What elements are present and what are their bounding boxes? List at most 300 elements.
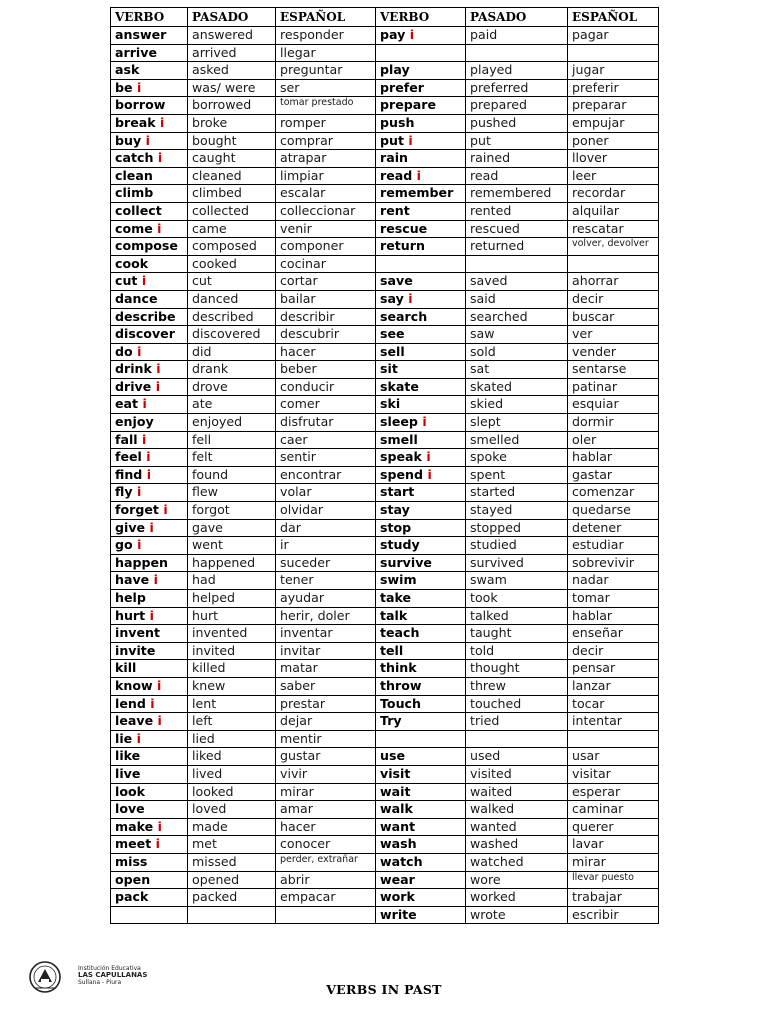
irregular-mark: i xyxy=(163,502,168,518)
past-cell-right xyxy=(466,695,568,713)
spanish-cell-right xyxy=(568,572,659,590)
past-text: smelled xyxy=(470,431,520,447)
spanish-cell-right xyxy=(568,554,659,572)
spanish-text: amar xyxy=(280,801,313,817)
irregular-mark: i xyxy=(422,414,427,430)
irregular-mark: i xyxy=(149,519,154,535)
past-text: broke xyxy=(192,114,228,130)
table-row xyxy=(111,378,659,396)
verb-cell-left xyxy=(111,290,188,308)
spanish-text: encontrar xyxy=(280,466,342,482)
spanish-text: jugar xyxy=(572,62,605,78)
past-cell-right xyxy=(466,519,568,537)
past-text: waited xyxy=(470,783,513,799)
past-text: saved xyxy=(470,273,508,289)
verb-text: rent xyxy=(380,202,410,218)
verb-cell-right xyxy=(376,572,466,590)
spanish-text: dejar xyxy=(280,713,313,729)
school-line-1: Institución Educativa xyxy=(78,965,141,972)
spanish-cell-right xyxy=(568,818,659,836)
verb-text: be xyxy=(115,79,133,95)
verb-cell-right xyxy=(376,27,466,45)
table-row xyxy=(111,537,659,555)
irregular-mark: i xyxy=(155,378,161,394)
past-text: invented xyxy=(192,625,248,641)
past-cell-right xyxy=(466,765,568,783)
past-text: remembered xyxy=(470,185,552,201)
verb-cell-left xyxy=(111,220,188,238)
spanish-text: usar xyxy=(572,748,600,764)
spanish-text: nadar xyxy=(572,572,609,588)
spanish-text: llevar puesto xyxy=(572,871,634,883)
spanish-text: leer xyxy=(572,167,597,183)
verb-text: lend xyxy=(115,695,146,711)
verb-text: know xyxy=(115,677,153,693)
verb-text: wear xyxy=(380,871,415,887)
verb-cell-right xyxy=(376,361,466,379)
spanish-cell-right xyxy=(568,114,659,132)
table-row xyxy=(111,660,659,678)
past-text: made xyxy=(192,818,228,834)
past-text: sold xyxy=(470,343,496,359)
verb-text: drive xyxy=(115,378,152,394)
spanish-text: comprar xyxy=(280,132,333,148)
past-cell-right xyxy=(466,220,568,238)
spanish-cell-left xyxy=(276,677,376,695)
spanish-text: gastar xyxy=(572,466,613,482)
verb-cell-right xyxy=(376,97,466,115)
past-cell-left xyxy=(188,554,276,572)
spanish-cell-right xyxy=(568,290,659,308)
spanish-text: beber xyxy=(280,361,317,377)
verb-cell-left xyxy=(111,27,188,45)
verb-text: prefer xyxy=(380,79,424,95)
past-cell-left xyxy=(188,62,276,80)
past-cell-right xyxy=(466,554,568,572)
verb-text: compose xyxy=(115,238,178,254)
verb-text: give xyxy=(115,519,146,535)
table-row xyxy=(111,79,659,97)
spanish-cell-left xyxy=(276,326,376,344)
past-cell-left xyxy=(188,273,276,291)
spanish-text: buscar xyxy=(572,308,615,324)
verb-cell-left xyxy=(111,871,188,889)
irregular-mark: i xyxy=(153,572,158,588)
table-row xyxy=(111,414,659,432)
verb-text: play xyxy=(380,62,410,78)
past-cell-right xyxy=(466,677,568,695)
verb-text: pack xyxy=(115,889,149,905)
past-cell-left xyxy=(188,27,276,45)
verb-cell-left xyxy=(111,449,188,467)
spanish-text: ver xyxy=(572,326,593,342)
school-line-3: Sullana - Piura xyxy=(78,979,122,986)
past-cell-right xyxy=(466,801,568,819)
verb-cell-left xyxy=(111,255,188,273)
spanish-text: sobrevivir xyxy=(572,554,634,570)
verb-text: prepare xyxy=(380,97,437,113)
past-text: spoke xyxy=(470,449,507,465)
table-row xyxy=(111,167,659,185)
verb-text: live xyxy=(115,765,141,781)
spanish-text: caminar xyxy=(572,801,624,817)
verb-text: search xyxy=(380,308,428,324)
verb-cell-right xyxy=(376,185,466,203)
table-body xyxy=(111,27,659,924)
table-row xyxy=(111,220,659,238)
past-cell-left xyxy=(188,431,276,449)
past-cell-left xyxy=(188,906,276,924)
table-row xyxy=(111,132,659,150)
irregular-mark: i xyxy=(145,132,150,148)
spanish-cell-left xyxy=(276,466,376,484)
spanish-text: tocar xyxy=(572,695,605,711)
spanish-text: preparar xyxy=(572,97,627,113)
verb-cell-right xyxy=(376,150,466,168)
past-cell-left xyxy=(188,642,276,660)
spanish-text: sentarse xyxy=(572,361,627,377)
verb-cell-left xyxy=(111,677,188,695)
past-text: borrowed xyxy=(192,97,252,113)
past-cell-right xyxy=(466,818,568,836)
spanish-text: romper xyxy=(280,114,326,130)
past-cell-left xyxy=(188,853,276,871)
verb-cell-left xyxy=(111,625,188,643)
spanish-cell-left xyxy=(276,871,376,889)
past-cell-right xyxy=(466,466,568,484)
verb-cell-left xyxy=(111,783,188,801)
verb-text: love xyxy=(115,801,145,817)
past-cell-right xyxy=(466,44,568,62)
spanish-text: mirar xyxy=(280,783,314,799)
verb-text: rescue xyxy=(380,220,428,236)
verb-cell-left xyxy=(111,748,188,766)
spanish-cell-left xyxy=(276,801,376,819)
verb-text: come xyxy=(115,220,153,236)
verb-cell-right xyxy=(376,695,466,713)
verb-cell-right xyxy=(376,660,466,678)
verb-cell-right xyxy=(376,414,466,432)
past-cell-left xyxy=(188,361,276,379)
spanish-text: recordar xyxy=(572,185,626,201)
past-text: returned xyxy=(470,238,525,254)
verb-text: wait xyxy=(380,783,411,799)
past-text: found xyxy=(192,466,229,482)
table-row xyxy=(111,836,659,854)
past-text: tried xyxy=(470,713,500,729)
past-text: talked xyxy=(470,607,509,623)
past-cell-left xyxy=(188,97,276,115)
verb-cell-right xyxy=(376,132,466,150)
past-cell-right xyxy=(466,502,568,520)
spanish-cell-left xyxy=(276,607,376,625)
spanish-text: mirar xyxy=(572,853,606,869)
verb-cell-right xyxy=(376,783,466,801)
verb-text: answer xyxy=(115,27,167,42)
spanish-cell-right xyxy=(568,625,659,643)
spanish-cell-right xyxy=(568,642,659,660)
past-cell-left xyxy=(188,238,276,256)
past-text: stopped xyxy=(470,519,521,535)
past-text: wore xyxy=(470,871,501,887)
verb-text: arrive xyxy=(115,44,157,60)
verb-text: sit xyxy=(380,361,398,377)
past-cell-right xyxy=(466,202,568,220)
verb-text: work xyxy=(380,889,415,905)
spanish-text: hablar xyxy=(572,449,613,465)
verb-cell-right xyxy=(376,62,466,80)
past-cell-left xyxy=(188,343,276,361)
spanish-text: llegar xyxy=(280,44,316,60)
irregular-mark: i xyxy=(142,431,147,447)
spanish-cell-right xyxy=(568,308,659,326)
past-cell-left xyxy=(188,765,276,783)
verb-cell-left xyxy=(111,167,188,185)
table-row xyxy=(111,818,659,836)
spanish-text: gustar xyxy=(280,748,321,764)
table-row xyxy=(111,695,659,713)
past-cell-left xyxy=(188,871,276,889)
spanish-cell-right xyxy=(568,449,659,467)
spanish-cell-right xyxy=(568,343,659,361)
spanish-cell-left xyxy=(276,238,376,256)
spanish-cell-right xyxy=(568,132,659,150)
past-cell-left xyxy=(188,783,276,801)
past-text: lied xyxy=(192,730,215,746)
header-espanol-left: ESPAÑOL xyxy=(276,8,376,27)
spanish-cell-right xyxy=(568,431,659,449)
past-text: answered xyxy=(192,27,253,42)
spanish-cell-left xyxy=(276,836,376,854)
past-text: felt xyxy=(192,449,213,465)
past-cell-left xyxy=(188,290,276,308)
past-cell-right xyxy=(466,449,568,467)
verb-cell-left xyxy=(111,713,188,731)
verb-cell-right xyxy=(376,502,466,520)
past-text: knew xyxy=(192,677,226,693)
table-row xyxy=(111,607,659,625)
past-cell-right xyxy=(466,273,568,291)
past-cell-left xyxy=(188,695,276,713)
spanish-text: herir, doler xyxy=(280,607,350,623)
spanish-cell-left xyxy=(276,202,376,220)
past-cell-left xyxy=(188,572,276,590)
table-row xyxy=(111,255,659,273)
past-text: left xyxy=(192,713,213,729)
table-row xyxy=(111,114,659,132)
past-cell-left xyxy=(188,660,276,678)
header-pasado-right: PASADO xyxy=(466,8,568,27)
spanish-cell-right xyxy=(568,220,659,238)
past-cell-left xyxy=(188,466,276,484)
verb-cell-left xyxy=(111,396,188,414)
verb-text: survive xyxy=(380,554,432,570)
past-text: hurt xyxy=(192,607,219,623)
verb-cell-right xyxy=(376,255,466,273)
verb-text: buy xyxy=(115,132,142,148)
verb-cell-right xyxy=(376,537,466,555)
past-text: danced xyxy=(192,290,239,306)
spanish-cell-left xyxy=(276,642,376,660)
spanish-text: sentir xyxy=(280,449,316,465)
past-text: missed xyxy=(192,853,237,869)
spanish-text: intentar xyxy=(572,713,622,729)
spanish-cell-left xyxy=(276,625,376,643)
spanish-cell-left xyxy=(276,396,376,414)
spanish-text: abrir xyxy=(280,871,310,887)
past-text: forgot xyxy=(192,502,230,518)
verb-cell-right xyxy=(376,642,466,660)
irregular-mark: i xyxy=(156,361,161,377)
spanish-text: patinar xyxy=(572,378,618,394)
spanish-text: caer xyxy=(280,431,308,447)
past-cell-right xyxy=(466,625,568,643)
spanish-text: cortar xyxy=(280,273,318,289)
past-text: sat xyxy=(470,361,490,377)
past-cell-right xyxy=(466,572,568,590)
past-text: came xyxy=(192,220,227,236)
spanish-cell-right xyxy=(568,889,659,907)
verb-text: invent xyxy=(115,625,161,641)
past-cell-right xyxy=(466,660,568,678)
spanish-text: ir xyxy=(280,537,289,553)
past-cell-right xyxy=(466,378,568,396)
table-row xyxy=(111,713,659,731)
spanish-text: hacer xyxy=(280,818,316,834)
irregular-mark: i xyxy=(409,27,415,42)
past-cell-left xyxy=(188,889,276,907)
verb-cell-right xyxy=(376,889,466,907)
past-cell-right xyxy=(466,167,568,185)
verb-text: break xyxy=(115,114,156,130)
spanish-cell-left xyxy=(276,220,376,238)
spanish-text: alquilar xyxy=(572,202,620,218)
verb-text: make xyxy=(115,818,154,834)
past-cell-right xyxy=(466,590,568,608)
spanish-cell-left xyxy=(276,361,376,379)
past-text: said xyxy=(470,290,496,306)
spanish-cell-left xyxy=(276,660,376,678)
verb-text: say xyxy=(380,290,404,306)
spanish-cell-right xyxy=(568,906,659,924)
verb-cell-right xyxy=(376,238,466,256)
past-cell-right xyxy=(466,97,568,115)
table-row xyxy=(111,554,659,572)
table-row xyxy=(111,361,659,379)
spanish-text: pensar xyxy=(572,660,616,676)
verb-cell-right xyxy=(376,431,466,449)
past-text: invited xyxy=(192,642,236,658)
spanish-text: tomar xyxy=(572,590,610,605)
irregular-mark: i xyxy=(416,167,421,183)
past-cell-right xyxy=(466,853,568,871)
past-cell-left xyxy=(188,44,276,62)
spanish-text: llover xyxy=(572,150,608,166)
spanish-cell-left xyxy=(276,906,376,924)
spanish-text: dar xyxy=(280,519,301,535)
past-text: touched xyxy=(470,695,522,711)
table-row xyxy=(111,783,659,801)
table-header-row xyxy=(111,8,659,27)
verb-text: stay xyxy=(380,502,410,518)
verb-text: catch xyxy=(115,150,154,166)
verb-cell-left xyxy=(111,537,188,555)
table-row xyxy=(111,238,659,256)
table-row xyxy=(111,202,659,220)
past-text: met xyxy=(192,836,217,852)
table-row xyxy=(111,273,659,291)
spanish-text: invitar xyxy=(280,642,321,658)
past-cell-right xyxy=(466,308,568,326)
spanish-cell-right xyxy=(568,801,659,819)
past-cell-right xyxy=(466,185,568,203)
past-cell-left xyxy=(188,625,276,643)
spanish-text: ser xyxy=(280,79,300,95)
past-text: visited xyxy=(470,765,512,781)
table-row xyxy=(111,396,659,414)
verb-cell-right xyxy=(376,836,466,854)
past-cell-right xyxy=(466,730,568,748)
spanish-cell-right xyxy=(568,765,659,783)
spanish-cell-right xyxy=(568,748,659,766)
spanish-cell-left xyxy=(276,484,376,502)
verb-text: discover xyxy=(115,326,175,342)
past-text: read xyxy=(470,167,499,183)
spanish-text: ayudar xyxy=(280,590,325,605)
verb-text: rain xyxy=(380,150,408,166)
past-cell-right xyxy=(466,713,568,731)
spanish-cell-right xyxy=(568,660,659,678)
spanish-cell-right xyxy=(568,326,659,344)
past-text: pushed xyxy=(470,114,517,130)
spanish-text: detener xyxy=(572,519,622,535)
spanish-cell-right xyxy=(568,202,659,220)
spanish-cell-left xyxy=(276,44,376,62)
past-text: fell xyxy=(192,431,212,447)
irregular-mark: i xyxy=(427,466,432,482)
past-text: wanted xyxy=(470,818,517,834)
past-text: took xyxy=(470,590,498,605)
spanish-cell-left xyxy=(276,519,376,537)
spanish-text: responder xyxy=(280,27,344,42)
past-text: skied xyxy=(470,396,504,412)
header-espanol-right: ESPAÑOL xyxy=(568,8,659,27)
spanish-text: cocinar xyxy=(280,255,326,271)
verb-cell-right xyxy=(376,748,466,766)
spanish-cell-right xyxy=(568,79,659,97)
past-cell-right xyxy=(466,748,568,766)
verb-cell-right xyxy=(376,801,466,819)
table-row xyxy=(111,431,659,449)
spanish-text: venir xyxy=(280,220,312,236)
verb-text: study xyxy=(380,537,420,553)
past-text: cleaned xyxy=(192,167,242,183)
spanish-text: vender xyxy=(572,343,617,359)
spanish-text: esquiar xyxy=(572,396,619,412)
spanish-text: conocer xyxy=(280,836,331,852)
past-text: thought xyxy=(470,660,520,676)
past-cell-left xyxy=(188,748,276,766)
spanish-text: conducir xyxy=(280,378,335,394)
verb-text: collect xyxy=(115,202,162,218)
spanish-text: suceder xyxy=(280,554,331,570)
verb-cell-left xyxy=(111,889,188,907)
spanish-cell-right xyxy=(568,466,659,484)
past-cell-left xyxy=(188,308,276,326)
past-cell-left xyxy=(188,713,276,731)
spanish-text: volar xyxy=(280,484,312,500)
verb-text: ask xyxy=(115,62,140,78)
